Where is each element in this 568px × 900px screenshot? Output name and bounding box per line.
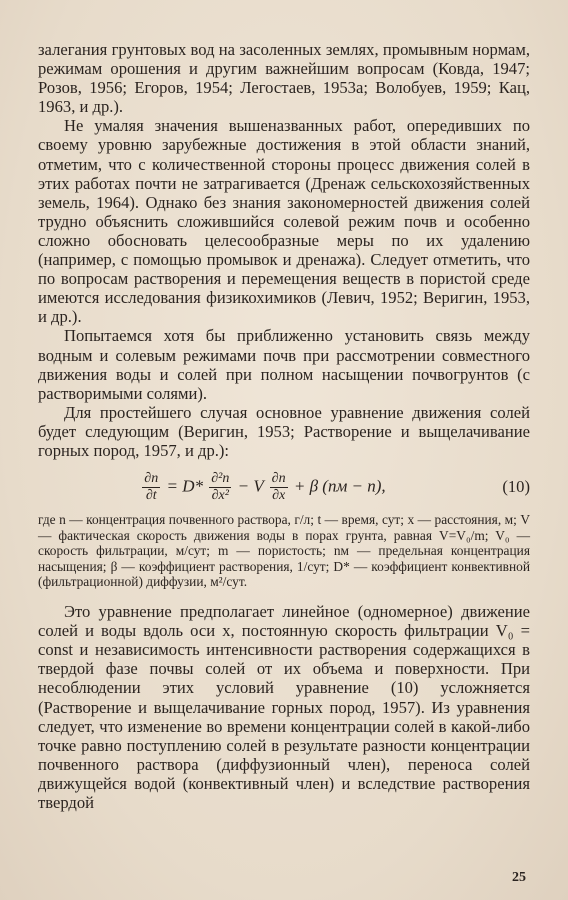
- paragraph-3: Попытаемся хотя бы приближенно установить связь между водным и солевым режимами почв при рассмотрении совместного движения воды и солей при полном насыщении почвогрунтов (с растворимыми солями).: [38, 326, 530, 403]
- diffusion-coefficient: D*: [182, 475, 203, 495]
- equation-expression: [38, 471, 488, 504]
- paragraph-5: Это уравнение предполагает линейное (одномерное) движение солей и воды вдоль оси x, постоянную скорость фильтрации V₀ = const и независимость интенсивности растворения содержащихся в твердой фазе почвы солей от их объема и поверхности. При несоблюдении этих условий уравнение (10) усложняется (Растворение и выщелачивание горных пород, 1957). Из уравнения следует, что изменение во времени концентрации солей в какой-либо точке равно поступлению солей в результате разности концентрации почвенного раствора (диффузионный член), переноса солей движущейся водой (конвективный член) и вследствие растворения твердой: [38, 602, 530, 812]
- equals-sign: =: [166, 475, 178, 495]
- fraction-dn-dt: $\frac{\partial n}{\partial t}$: [144, 470, 159, 503]
- equation-10: [38, 466, 530, 508]
- minus-sign: −: [237, 475, 250, 495]
- paragraph-4: Для простейшего случая основное уравнение движения солей будет следующим (Веригин, 1953; Растворение и выщелачивание горных пород, 1957, и др.):: [38, 402, 530, 460]
- page-number: 25: [512, 870, 526, 885]
- dissolution-term: + β (nм − n),: [293, 475, 386, 495]
- fraction-dn-dx: $\frac{\partial n}{\partial x}$: [271, 470, 286, 503]
- fraction-d2n-dx2: $\frac{\text{∂²n}}{\text{∂x²}}$: [211, 470, 230, 503]
- equation-number: (10): [502, 477, 530, 497]
- velocity-symbol: V: [253, 475, 264, 495]
- body-text-bottom: [38, 602, 530, 812]
- body-text-top: [38, 40, 530, 460]
- definitions-text: где n — концентрация почвенного раствора, г/л; t — время, сут; x — расстояния, м; V — фактическая скорость движения воды в порах грунта, равная V=V₀/m; V₀ — скорость фильтрации, м/сут; m — пористость; nм — предельная концентрация насыщения; β — коэффициент растворения, 1/сут; D* — коэффициент конвективной (фильтрационной) диффузии, м²/сут.: [38, 512, 530, 590]
- paragraph-1: залегания грунтовых вод на засоленных землях, промывным нормам, режимам орошения и другим важнейшим вопросам (Ковда, 1947; Розов, 1956; Егоров, 1954; Легостаев, 1953а; Волобуев, 1959; Кац, 1963, и др.).: [38, 40, 530, 117]
- paragraph-2: Не умаляя значения вышеназванных работ, опередивших по своему уровню зарубежные достижения в этой области знаний, отметим, что с количественной стороны процесс движения солей в этих работах почти не затрагивается (Дренаж сельскохозяйственных земель, 1964). Однако без знания закономерностей движения солей трудно объяснить сложившийся солевой режим почв и особенно сложно обосновать целесообразные меры по их удалению (например, с помощью промывок и дренажа). Следует отметить, что по вопросам растворения и перемещения веществ в пористой среде имеются исследования физикохимиков (Левич, 1952; Веригин, 1953, и др.).: [38, 116, 530, 327]
- variable-definitions: [38, 512, 530, 590]
